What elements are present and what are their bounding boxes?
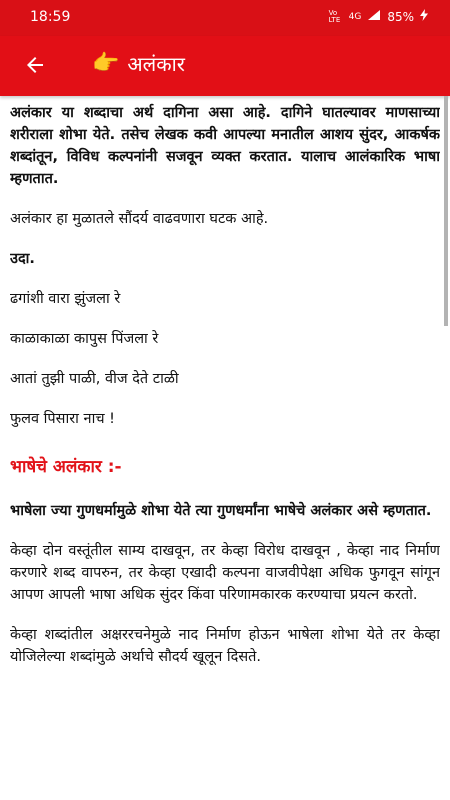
scrollbar[interactable]	[444, 96, 448, 326]
page-title: अलंकार	[127, 52, 185, 76]
pointing-hand-icon: 👉	[92, 51, 120, 76]
arrow-left-icon	[23, 53, 47, 81]
status-icons	[329, 9, 428, 24]
app-bar	[0, 36, 450, 96]
status-bar	[0, 0, 450, 36]
example-line: फुलव पिसारा नाच !	[10, 411, 115, 427]
volte-indicator: Vo LTE	[328, 8, 341, 24]
title-group	[92, 50, 185, 77]
article-content[interactable]	[10, 96, 440, 800]
signal-icon	[367, 9, 381, 24]
example-label: उदा.	[10, 251, 35, 267]
back-button[interactable]	[18, 50, 52, 84]
example-line: ढगांशी वारा झुंजला रे	[10, 291, 121, 307]
intro-bold-paragraph: अलंकार या शब्दाचा अर्थ दागिना असा आहे. दागिने घातल्यावर माणसाच्या शरीराला शोभा येते. तसेच लेखक कवी आपल्या मनातील आशय सुंदर, आकर्षक शब्दांतून, विविध कल्पनांनी सजवून व्यक्त करतात. यालाच आलंकारिक भाषा म्हणतात.	[10, 105, 440, 187]
example-line: आतां तुझी पाळी, वीज देते टाळी	[10, 371, 179, 387]
example-line: काळाकाळा कापुस पिंजला रे	[10, 331, 159, 347]
section-heading: भाषेचे अलंकार :-	[10, 457, 122, 477]
signal-type: 4G	[348, 11, 362, 22]
body-paragraph-1: केव्हा दोन वस्तूंतील साम्य दाखवून, तर केव्हा विरोध दाखवून , केव्हा नाद निर्माण करणारे शब्द वापरुन, तर केव्हा एखादी कल्पना वाजवीपेक्षा अधिक फुगवून सांगून आपण आपली भाषा अधिक सुंदर किंवा परिणामकारक करण्याचा प्रयत्न करतो.	[10, 543, 440, 603]
body-paragraph-2: केव्हा शब्दांतील अक्षररचनेमुळे नाद निर्माण होऊन भाषेला शोभा येते तर केव्हा योजिलेल्या शब्दांमुळे अर्थाचे सौदर्य खूलून दिसते.	[10, 627, 440, 665]
battery-percent: 85%	[387, 9, 414, 24]
status-time: 18:59	[30, 9, 71, 25]
charging-icon	[420, 9, 428, 24]
section-definition: भाषेला ज्या गुणधर्मामुळे शोभा येते त्या गुणधर्मांना भाषेचे अलंकार असे म्हणतात.	[10, 503, 432, 519]
intro-plain-paragraph: अलंकार हा मुळातले सौंदर्य वाढवणारा घटक आहे.	[10, 211, 269, 227]
